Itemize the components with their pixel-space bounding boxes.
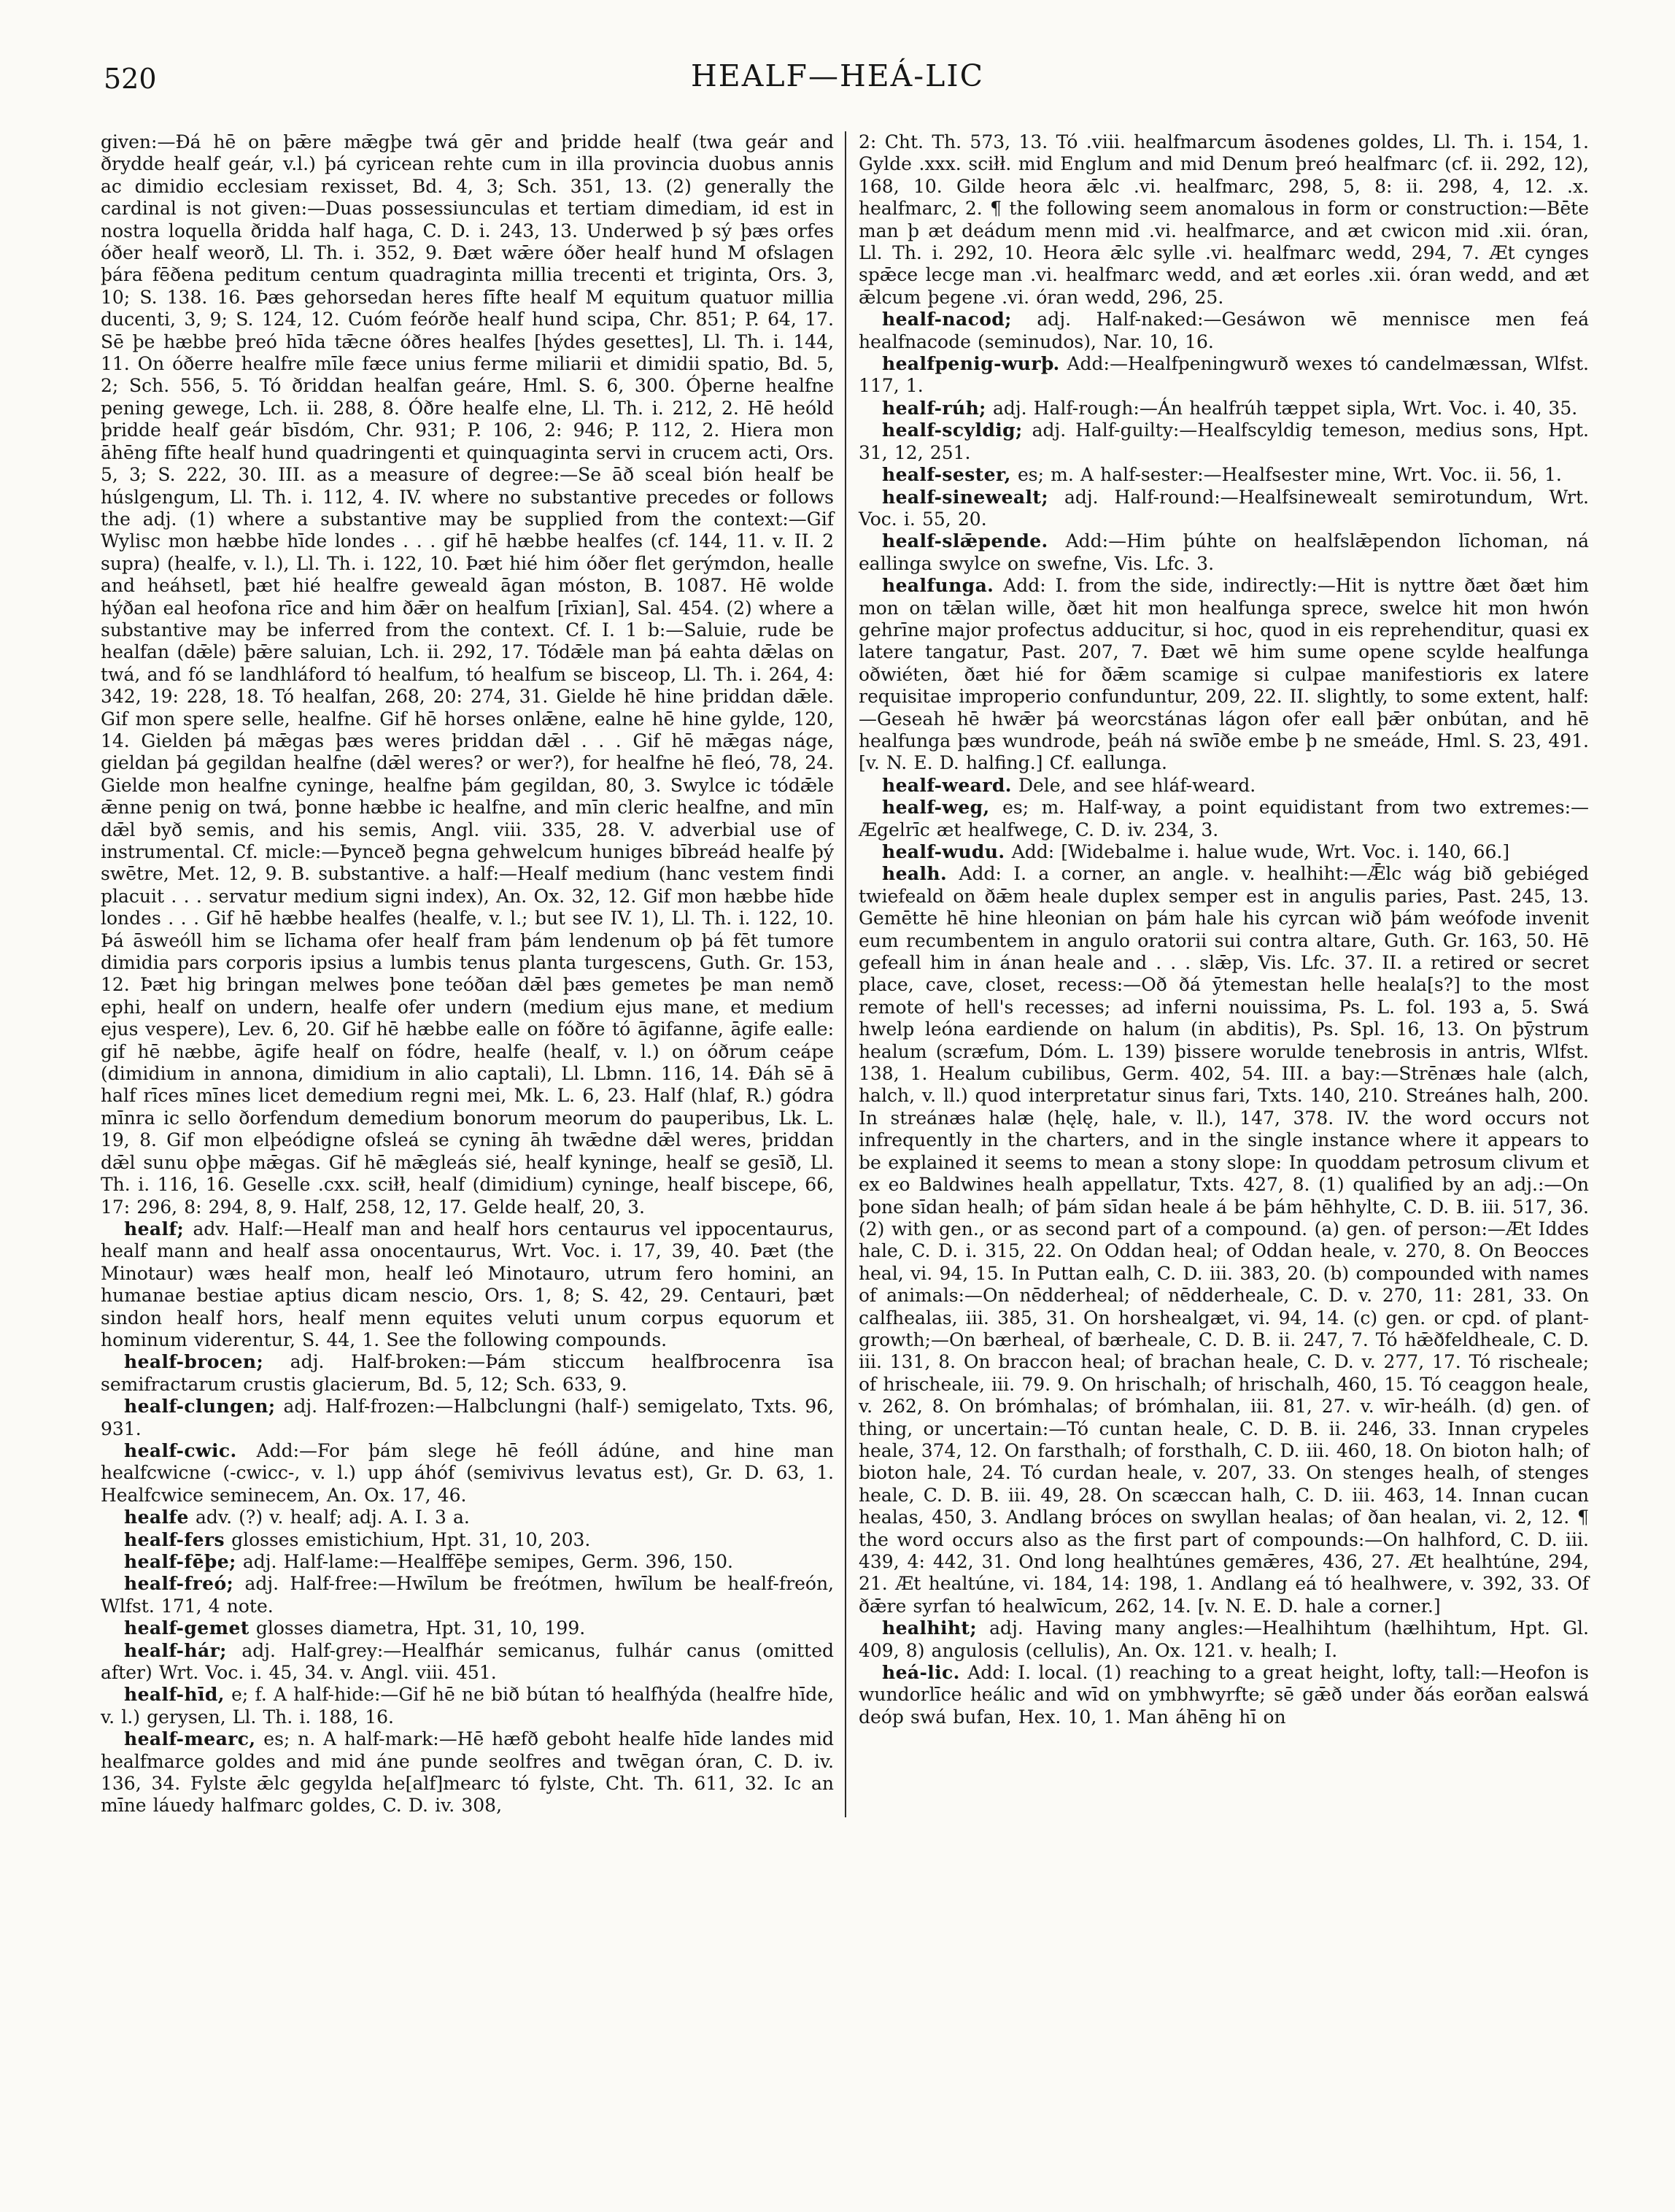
entry-body: given:—Ðá hē on þǣre mǣgþe twá gēr and þridde healf (twa geár and ðrydde healf geár, v.l.) þá cyricean rehte cum in illa provincia duobus annis ac dimidio ecclesiam rexisset, Bd. 4, 3; Sch. 351, 13. (2) generally the cardinal is not given:—Duas possessiunculas et tertiam dimediam, id est in nostra loquella ðridda half haga, C. D. i. 243, 13. Underwed þ sý þæs orfes óðer healf weorð, Ll. Th. i. 352, 9. Ðæt wǣre óðer healf hund M ofslagen þára fēðena peditum centum quadraginta millia trecenti et triginta, Ors. 3, 10; S. 138. 16. Þæs gehorsedan heres fīfte healf M equitum quatuor millia ducenti, 3, 9; S. 124, 12. Cuóm feórðe healf hund scipa, Chr. 851; P. 64, 17. Sē þe hæbbe þreó hīda tǣcne óðres healfes [hýdes gesettes], Ll. Th. i. 144, 11. On óðerre healfre mīle fæce unius ferme miliarii et dimidii spatio, Bd. 5, 2; Sch. 556, 5. Tó ðriddan healfan geáre, Hml. S. 6, 300. Óþerne healfne pening gewege, Lch. ii. 288, 8. Óðre healfe elne, Ll. Th. i. 212, 2. Hē heóld þridde healf geár bīsdóm, Chr. 931; P. 106, 2: 946; P. 112, 2. Hiera mon āhēng fīfte healf hund quadringenti et quinquaginta servi in crucem acti, Ors. 5, 3; S. 222, 30. III. as a measure of degree:—Se āð sceal bión healf be húslgengum, Ll. Th. i. 112, 4. IV. where no substantive precedes or follows the adj. (1) where a substantive may be supplied from the context:—Gif Wylisc mon hæbbe hīde londes . . . gif hē hæbbe healfes (cf. 144, 11. v. II. 2 supra) (healfe, v. l.), Ll. Th. i. 122, 10. Þæt hié him óðer flet gerýmdon, healle and heáhsetl, þæt hié healfre geweald āgan móston, B. 1087. Hē wolde hýðan eal heofona rīce and him ðǣr on healfum [rīxian], Sal. 454. (2) where a substantive may be inferred from the context. Cf. I. 1 b:—Saluie, rude be healfan (dǣle) þǣre saluian, Lch. ii. 292, 17. Tódǣle man þá eahta dǣlas on twá, and fó se landhláford tó healfum, tó healfum se bisceop, Ll. Th. i. 264, 4: 342, 19: 228, 18. Tó healfan, 268, 20: 274, 31. Gielde hē hine þriddan dǣle. Gif mon spere selle, healfne. Gif hē horses onlǣne, ealne hē hine gylde, 120, 14. Gielden þá mǣgas þæs weres þriddan dǣl . . . Gif hē mǣgas náge, gieldan þá gegildan healfne (dǣl weres? or wer?), for healfne hē fleó, 78, 24. Gielde mon healfne cyninge, healfne þám gegildan, 80, 3. Swylce ic tódǣle ǣnne penig on twá, þonne hæbbe ic healfne, and mīn cleric healfne, and mīn dǣl byð semis, and his semis, Angl. viii. 335, 28. V. adverbial use of instrumental. Cf. micle:—Þynceð þegna gehwelcum huniges bībreád healfe þý swētre, Met. 12, 9. B. substantive. a half:—Healf medium (hanc vestem findi placuit . . . servatur medium signi index), An. Ox. 32, 12. Gif mon hæbbe hīde londes . . . Gif hē hæbbe healfes (healfe, v. l.; but see IV. 1), Ll. Th. i. 122, 10. Þá āsweóll him se līchama ofer healf fram þám lendenum oþ þá fēt tumore dimidia pars corporis ipsius a lumbis tenus planta turgescens, Guth. Gr. 153, 12. Þæt hig bringan melwes þone teóðan dǣl þæs gemetes þe man nemð ephi, healf on undern, healfe ofer undern (medium ejus mane, et medium ejus vespere), Lev. 6, 20. Gif hē hæbbe ealle on fóðre tó āgifanne, āgife ealle: gif hē næbbe, āgife healf on fódre, healfe (healf, v. l.) on óðrum ceápe (dimidium in annona, dimidium in alio captali), Ll. Lbmn. 116, 14. Ðáh sē ā half rīces mīnes licet demedium regni mei, Mk. L. 6, 23. Half (hlaf, R.) gódra mīnra ic sello ðorfendum demedium bonorum meorum do pauperibus, Lk. L. 19, 8. Gif mon elþeódigne ofsleá se cyning āh twǣdne dǣl weres, þriddan dǣl sunu oþþe mǣgas. Gif hē mǣgleás sié, healf kyninge, healf se gesīð, Ll. Th. i. 116, 16. Geselle .cxx. sciłł, healf (dimidium) cyninge, healf biscepe, 66, 17: 296, 8: 294, 8, 9. Half, 258, 12, 17. Gelde healf, 20, 3. [101,131,834,1218]
entry-body: adj. Half-grey:—Healfhár semicanus, fulhár canus (omitted after) Wrt. Voc. i. 45, 34. v. Angl. viii. 451. [101,1639,834,1684]
entry-body: Dele, and see hláf-weard. [1018,774,1256,796]
entry-body: adv. (?) v. healf; adj. A. I. 3 a. [196,1507,470,1528]
dictionary-entry [101,1728,834,1817]
entry-body: Add: I. from the side, indirectly:—Hit is nyttre ðæt ðæt him mon on tǣlan wille, ðæt hit mon healfunga sprece, swelce hit mon hwón gehrīne major profectus adducitur, si hoc, quod in eis reprehenditur, quasi ex latere tangatur, Past. 207, 7. Ðæt wē him sume opene scylde healfunga oðwiéten, ðæt hié for ðǣm scamige si culpae manifestioris ex latere requisitae improperio confunduntur, 209, 22. II. slightly, to some extent, half:—Geseah hē hwǣr þá weorcstánas lágon ofer eall þǣr onbútan, and hē healfunga þæs wundrode, þeáh ná swīðe embe þ ne smeáde, Hml. S. 23, 491. [v. N. E. D. halfing.] Cf. eallunga. [859,575,1589,774]
dictionary-entry [859,398,1589,419]
dictionary-entry [859,353,1589,398]
dictionary-entry [859,1662,1589,1728]
dictionary-entry [101,1617,834,1639]
entry-headword: healf-fers [124,1528,225,1550]
page-header [0,58,1675,109]
entry-headword: healf-sinewealt; [882,486,1048,508]
entry-body: adj. Half-broken:—Þám sticcum healfbrocenra īsa semifractarum crustis glacierum, Bd. 5, 12; Sch. 633, 9. [101,1351,834,1395]
entry-body: Add: I. a corner, an angle. v. healhiht:—Ǣlc wág bið gebiéged twiefeald on ðǣm heale duplex semper est in angulis paries, Past. 245, 13. Gemētte hē hine hleonian on þám hale his cyrcan wið þám weófode invenit eum recumbentem in angulo oratorii sui contra altare, Guth. Gr. 163, 50. Hē gefeall him in ánan heale and . . . slǣp, Vis. Lfc. 37. II. a retired or secret place, cave, closet, recess:—Oð ðá ȳtemestan helle heala[s?] to the most remote of hell's recesses; ad inferni nouissima, Ps. L. fol. 193 a, 5. Swá hwelp leóna eardiende on halum (in abditis), Ps. Spl. 16, 13. On þȳstrum healum (scræfum, Dóm. L. 139) þissere worulde tenebrosis in antris, Wlfst. 138, 1. Healum cubilibus, Germ. 402, 54. III. a bay:—Strēnæs hale (alch, halch, v. ll.) quod interpretatur sinus fari, Txts. 140, 210. Streánes halh, 200. In streánæs halæ (hęlę, hale, v. ll.), 147, 378. IV. the word occurs not infrequently in the charters, and in the single instance where it appears to be explained it seems to mean a stony slope: In quoddam petrosum clivum et ex eo Baldwines healh appellatur, Txts. 427, 8. (1) qualified by an adj.:—On þone sīdan healh; of þám sīdan heale á be þám hēhhylte, C. D. B. iii. 517, 36. (2) with gen., or as second part of a compound. (a) gen. of person:—Æt Iddes hale, C. D. i. 315, 22. On Oddan heal; of Oddan heale, v. 270, 8. On Beocces heal, vi. 94, 15. In Puttan ealh, C. D. iii. 383, 20. (b) compounded with names of animals:—On nēdderheal; of nēdderheale, C. D. v. 270, 11: 281, 33. On calfhealas, iii. 385, 31. On horshealgæt, vi. 94, 14. (c) gen. or cpd. of plant-growth;—On bærheal, of bærheale, C. D. B. ii. 247, 7. Tó hǣðfeldheale, C. D. iii. 131, 8. On braccon heal; of brachan heale, C. D. v. 277, 17. Tó rischeale; of hrischeale, iii. 79. 9. On hrischalh; of hrischalh, 460, 15. Tó ceaggon heale, v. 262, 8. On brómhalas; of brómhalan, iii. 81, 27. v. wīr-heálh. (d) gen. of thing, or uncertain:—Tó cuntan heale, C. D. B. ii. 246, 33. Innan crypeles heale, 374, 12. On farsthalh; of forsthalh, C. D. iii. 460, 18. On bioton halh; of bioton hale, 24. Tó curdan heale, v. 207, 33. On stenges healh, of stenges heale, C. D. B. iii. 49, 28. On scæccan halh, C. D. iii. 463, 14. Innan cucan healas, 450, 3. Andlang bróces on swyllan healas; of ðan healan, vi. 2, 12. ¶ the word occurs also as the first part of compounds:—On halhford, C. D. iii. 439, 4: 442, 31. Ond long healhtúnes gemǣres, 436, 27. Æt healhtúne, 294, 21. Æt healtúne, vi. 184, 14: 198, 1. Andlang eá tó healhwere, v. 392, 33. Of ðǣre syrfan tó healwīcum, 262, 14. [v. N. E. D. hale a corner.] [859,863,1589,1617]
dictionary-entry [859,863,1589,1617]
dictionary-entry [101,1507,834,1528]
entry-body: Add:—For þám slege hē feóll ádúne, and hine man healfcwicne (-cwicc-, v. l.) upp áhóf (semivivus levatus est), Gr. D. 63, 1. Healfcwice seminecem, An. Ox. 17, 46. [101,1439,834,1506]
dictionary-entry [859,419,1589,464]
dictionary-entry [859,575,1589,775]
entry-headword: healf-hīd, [124,1684,225,1706]
entry-body: 2: Cht. Th. 573, 13. Tó .viii. healfmarcum āsodenes goldes, Ll. Th. i. 154, 1. Gylde .xxx. sciłł. mid Englum and mid Denum þreó healfmarc (cf. ii. 292, 12), 168, 10. Gilde heora ǣlc .vi. healfmarc, 298, 5, 8: ii. 298, 4, 12. .x. healfmarc, 2. ¶ the following seem anomalous in form or construction:—Bēte man þ æt deádum menn mid .vi. healfmarce, and æt cwicon mid .xii. óran, Ll. Th. i. 292, 10. Heora ǣlc sylle .vi. healfmarc wedd, 294, 7. Æt cynges spǣce lecge man .vi. healfmarc wedd, and æt eorles .xii. óran wedd, and æt ǣlcum þegene .vi. óran wedd, 296, 25. [859,131,1589,308]
entry-body: adj. Having many angles:—Healhihtum (hælhihtum, Hpt. Gl. 409, 8) angulosis (cellulis), An. Ox. 121. v. healh; I. [859,1617,1589,1661]
entry-body: es; m. Half-way, a point equidistant from two extremes:—Ægelrīc æt healfwege, C. D. iv. 234, 3. [859,797,1589,840]
dictionary-entry [859,797,1589,841]
dictionary-entry [101,1218,834,1351]
entry-headword: healf-freó; [124,1573,234,1595]
entry-body: es; n. A half-mark:—Hē hæfð geboht healfe hīde landes mid healfmarce goldes and mid áne punde seolfres and twēgan óran, C. D. iv. 136, 34. Fylste ǣlc gegylda he[alf]mearc tó fylste, Cht. Th. 611, 32. Ic an mīne láuedy halfmarc goldes, C. D. iv. 308, [101,1728,834,1817]
dictionary-entry [101,1551,834,1573]
entry-headword: healf-scyldig; [882,419,1023,441]
entry-body: Add:—Him þúhte on healfslǣpendon līchoman, ná eallinga swylce on swefne, Vis. Lfc. 3. [859,530,1589,574]
entry-headword: healf-brocen; [124,1351,264,1373]
entry-body: adj. Half-round:—Healfsinewealt semirotundum, Wrt. Voc. i. 55, 20. [859,486,1589,530]
entry-headword: healf-weg, [882,797,990,819]
entry-body: adj. Half-guilty:—Healfscyldig temeson, medius sons, Hpt. 31, 12, 251. [859,419,1589,463]
dictionary-entry [101,1529,834,1551]
entry-body: adj. Half-free:—Hwīlum be freótmen, hwīlum be healf-freón, Wlfst. 171, 4 note. [101,1573,834,1617]
entry-headword: healfe [124,1507,189,1528]
entry-headword: healf-rúh; [882,397,986,419]
entry-headword: healf-mearc, [124,1728,256,1750]
dictionary-entry [859,841,1589,863]
entry-headword: healf-slǣpende. [882,530,1048,552]
entry-body: Add:—Healfpeningwurð wexes tó candelmæssan, Wlfst. 117, 1. [859,353,1589,397]
text-columns [101,131,1589,1817]
page-title: HEALF—HEÁ-LIC [691,58,984,93]
entry-body: adj. Half-rough:—Án healfrúh tæppet sipla, Wrt. Voc. i. 40, 35. [992,397,1578,419]
entry-headword: healf-wudu. [882,841,1005,862]
entry-body: adj. Half-frozen:—Halbclungni (half-) semigelato, Txts. 96, 931. [101,1396,834,1439]
entry-body: es; m. A half-sester:—Healfsester mine, Wrt. Voc. ii. 56, 1. [1017,464,1562,486]
entry-headword: healf-gemet [124,1617,249,1639]
entry-headword: healfpenig-wurþ. [882,353,1060,375]
entry-body: Add: [Widebalme i. halue wude, Wrt. Voc. i. 140, 66.] [1011,841,1510,862]
entry-headword: heá-lic. [882,1662,960,1684]
entry-body: e; f. A half-hide:—Gif hē ne bið bútan tó healfhýda (healfre hīde, v. l.) gerysen, Ll. Th. i. 188, 16. [101,1684,834,1728]
entry-headword: healf-nacod; [882,309,1012,330]
entry-headword: healf-cwic. [124,1439,237,1461]
entry-body: adj. Half-naked:—Gesáwon wē mennisce men feá healfnacode (seminudos), Nar. 10, 16. [859,309,1589,352]
entry-headword: healfunga. [882,575,994,597]
entry-headword: healf-weard. [882,774,1012,796]
entry-headword: healf-fēþe; [124,1551,236,1572]
dictionary-entry [859,309,1589,353]
entry-headword: healhiht; [882,1617,978,1639]
entry-headword: healf-hár; [124,1639,227,1661]
dictionary-entry [101,1684,834,1728]
dictionary-entry [859,487,1589,531]
entry-body: glosses emistichium, Hpt. 31, 10, 203. [231,1528,591,1550]
dictionary-entry [859,1617,1589,1662]
dictionary-entry [101,1396,834,1440]
entry-body: glosses diametra, Hpt. 31, 10, 199. [255,1617,586,1639]
dictionary-entry [101,1640,834,1685]
dictionary-entry [859,464,1589,486]
entry-body: Add: I. local. (1) reaching to a great height, lofty, tall:—Heofon is wundorlīce heálic and wīd on ymbhwyrfte; sē gǣð under ðás eorðan ealswá deóp swá bufan, Hex. 10, 1. Man áhēng hī on [859,1662,1589,1728]
dictionary-entry [859,775,1589,797]
dictionary-entry [101,1440,834,1507]
entry-headword: healf-sester, [882,464,1011,486]
entry-body: adj. Half-lame:—Healffēþe semipes, Germ. 396, 150. [242,1551,733,1572]
entry-body: adv. Half:—Healf man and healf hors centaurus vel ippocentaurus, healf mann and healf assa onocentaurus, Wrt. Voc. i. 17, 39, 40. Þæt (the Minotaur) wæs healf mon, healf leó Minotauro, utrum fero homini, an humanae bestiae aptius dicam nescio, Ors. 1, 8; S. 42, 29. Centauri, þæt sindon healf hors, healf menn equites veluti unum corpus equorum et hominum viderentur, S. 44, 1. See the following compounds. [101,1218,834,1350]
entry-headword: healh. [882,863,948,885]
page-number: 520 [104,63,157,95]
dictionary-entry [101,131,834,1218]
column-right [845,131,1589,1817]
dictionary-entry [101,1351,834,1396]
dictionary-entry [101,1573,834,1617]
column-left [101,131,845,1817]
entry-headword: healf-clungen; [124,1396,276,1418]
dictionary-entry [859,530,1589,575]
dictionary-entry [859,131,1589,309]
entry-headword: healf; [124,1218,185,1240]
